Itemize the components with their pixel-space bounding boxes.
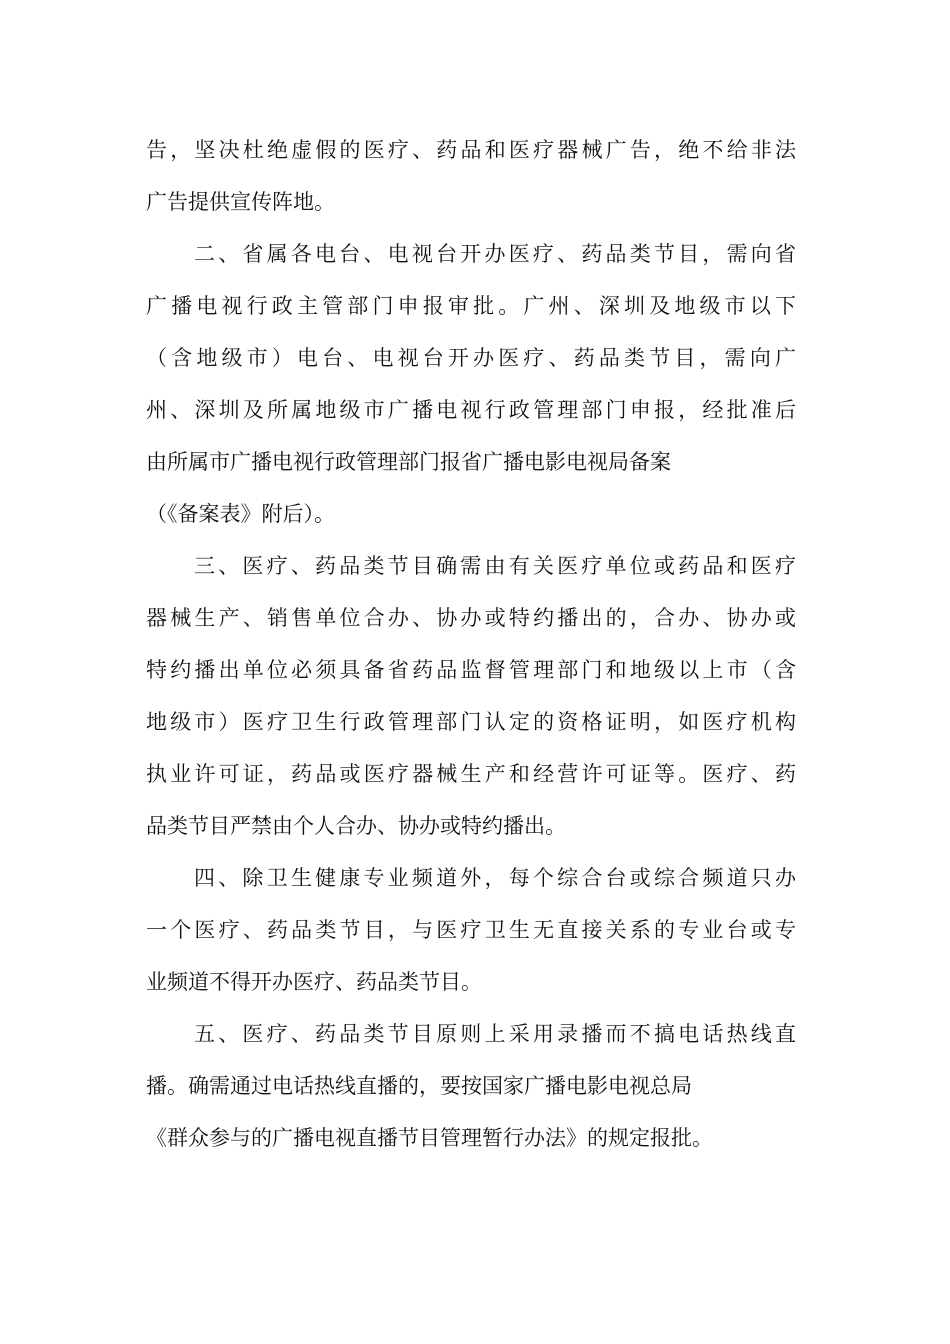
text-line: 特约播出单位必须具备省药品监督管理部门和地级以上市（含	[146, 658, 796, 682]
paragraph-start-line: 四、除卫生健康专业频道外，每个综合台或综合频道只办	[194, 866, 796, 890]
text-line: 业频道不得开办医疗、药品类节目。	[146, 970, 482, 994]
paragraph-start-line: 二、省属各电台、电视台开办医疗、药品类节目，需向省	[194, 242, 796, 266]
text-line: 由所属市广播电视行政管理部门报省广播电影电视局备案	[146, 450, 671, 474]
text-line: 州、深圳及所属地级市广播电视行政管理部门申报，经批准后	[146, 398, 796, 422]
document-body	[146, 130, 796, 1170]
text-line: 播。确需通过电话热线直播的，要按国家广播电影电视总局	[146, 1074, 692, 1098]
paragraph-start-line: 三、医疗、药品类节目确需由有关医疗单位或药品和医疗	[194, 554, 796, 578]
paragraph-start-line: 五、医疗、药品类节目原则上采用录播而不搞电话热线直	[194, 1022, 796, 1046]
text-line: 一个医疗、药品类节目，与医疗卫生无直接关系的专业台或专	[146, 918, 796, 942]
text-line: 告，坚决杜绝虚假的医疗、药品和医疗器械广告，绝不给非法	[146, 138, 796, 162]
text-line: 品类节目严禁由个人合办、协办或特约播出。	[146, 814, 566, 838]
text-line: 地级市）医疗卫生行政管理部门认定的资格证明，如医疗机构	[146, 710, 796, 734]
text-line: 广告提供宣传阵地。	[146, 190, 335, 214]
text-line: （《备案表》附后）。	[146, 502, 335, 526]
text-line: 器械生产、销售单位合办、协办或特约播出的，合办、协办或	[146, 606, 796, 630]
text-line: （含地级市）电台、电视台开办医疗、药品类节目，需向广	[146, 346, 796, 370]
text-line: 广播电视行政主管部门申报审批。广州、深圳及地级市以下	[146, 294, 796, 318]
text-line: 《群众参与的广播电视直播节目管理暂行办法》的规定报批。	[146, 1126, 713, 1150]
text-line: 执业许可证，药品或医疗器械生产和经营许可证等。医疗、药	[146, 762, 796, 786]
